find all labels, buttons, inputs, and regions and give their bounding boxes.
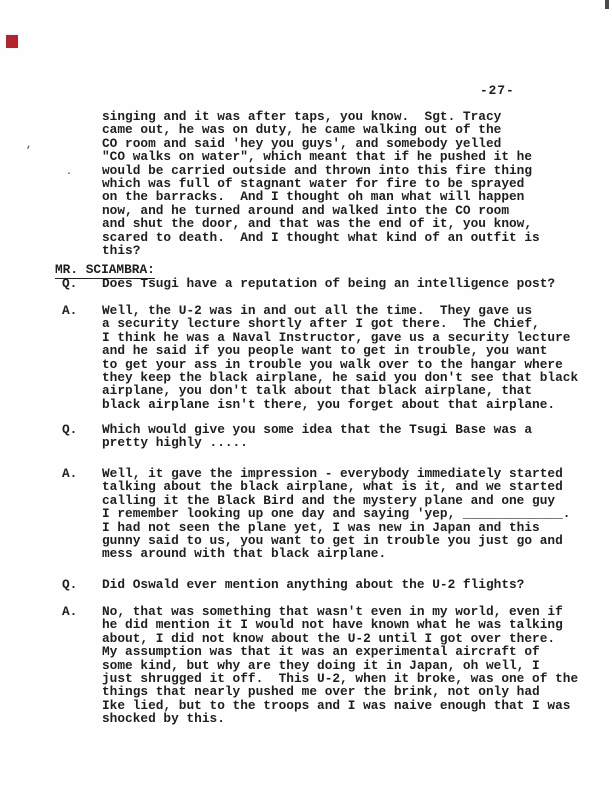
- transcript-line: Did Oswald ever mention anything about the U-2 flights?: [102, 577, 525, 592]
- transcript-line: now, and he turned around and walked into the CO room: [102, 202, 510, 218]
- answer-label: A.: [62, 303, 78, 318]
- transcript-line: Well, the U-2 was in and out all the time. They gave us: [102, 303, 533, 318]
- transcript-line: calling it the Black Bird and the mystery plane and one guy: [102, 492, 556, 508]
- scan-speck: .: [66, 167, 73, 178]
- transcript-line: this?: [102, 242, 141, 258]
- transcript-line: No, that was something that wasn't even in my world, even if: [102, 604, 563, 619]
- transcript-line: gunny said to us, you want to get in trouble you just go and: [102, 532, 563, 548]
- transcript-line: and shut the door, and that was the end of it, you know,: [102, 216, 533, 232]
- question-label: Q.: [62, 276, 78, 291]
- transcript-line: I think he was a Naval Instructor, gave us a security lecture: [102, 329, 571, 345]
- transcript-line: on the barracks. And I thought oh man what will happen: [102, 189, 525, 205]
- transcript-line: he did mention it I would not have known what he was talking: [102, 617, 563, 633]
- transcript-line: I remember looking up one day and saying 'yep, _____________.: [102, 506, 571, 522]
- question-text: [102, 578, 524, 591]
- transcript-line: to get your ass in trouble you walk over to the hangar where: [102, 356, 563, 372]
- scan-edge-speck: [605, 0, 609, 9]
- transcript-line: would be carried outside and thrown into this fire thing: [102, 162, 533, 178]
- transcript-line: just shrugged it off. This U-2, when it broke, was one of the: [102, 670, 579, 686]
- transcript-line: Well, it gave the impression - everybody immediately started: [102, 466, 563, 481]
- answer-text: [102, 304, 578, 411]
- question-label: Q.: [62, 577, 78, 592]
- transcript-line: and he said if you people want to get in trouble, you want: [102, 343, 548, 359]
- transcript-line: about, I did not know about the U-2 until I got over there.: [102, 630, 556, 646]
- red-corner-stamp: [6, 35, 18, 48]
- answer-label: A.: [62, 604, 78, 619]
- transcript-line: Does Tsugi have a reputation of being an intelligence post?: [102, 276, 556, 291]
- transcript-line: "CO walks on water", which meant that if he pushed it he: [102, 149, 533, 165]
- transcript-line: scared to death. And I thought what kind of an outfit is: [102, 229, 540, 245]
- transcript-line: black airplane isn't there, you forget about that airplane.: [102, 396, 556, 412]
- page-number: -27-: [480, 83, 515, 98]
- scan-speck: ,: [26, 140, 33, 151]
- transcript-line: My assumption was that it was an experimental aircraft of: [102, 644, 540, 660]
- transcript-line: talking about the black airplane, what is it, and we started: [102, 479, 563, 495]
- speaker-name: MR. SCIAMBRA:: [55, 262, 155, 277]
- transcript-line: Which would give you some idea that the Tsugi Base was a: [102, 422, 533, 437]
- transcript-line: Ike lied, but to the troops and I was naive enough that I was: [102, 697, 571, 713]
- question-text: [102, 423, 532, 450]
- answer-label: A.: [62, 466, 78, 481]
- answer-text: [102, 605, 578, 726]
- speaker-heading: [55, 262, 155, 277]
- question-label: Q.: [62, 422, 78, 437]
- transcript-line: came out, he was on duty, he came walking out of the: [102, 122, 502, 138]
- transcript-line: I had not seen the plane yet, I was new in Japan and this: [102, 519, 540, 535]
- question-text: [102, 277, 555, 290]
- transcript-line: some kind, but why are they doing it in Japan, oh well, I: [102, 657, 540, 673]
- transcript-line: airplane, you don't talk about that black airplane, that: [102, 383, 533, 399]
- transcript-line: which was full of stagnant water for fire to be sprayed: [102, 175, 525, 191]
- transcript-line: they keep the black airplane, he said you don't see that black: [102, 369, 579, 385]
- opening-answer-paragraph: [102, 110, 540, 257]
- transcript-line: shocked by this.: [102, 711, 225, 727]
- transcript-line: singing and it was after taps, you know. Sgt. Tracy: [102, 109, 502, 124]
- transcript-line: pretty highly .....: [102, 435, 248, 451]
- transcript-line: CO room and said 'hey you guys', and somebody yelled: [102, 135, 502, 151]
- transcript-line: things that nearly pushed me over the brink, not only had: [102, 684, 540, 700]
- answer-text: [102, 467, 570, 561]
- transcript-line: mess around with that black airplane.: [102, 546, 387, 562]
- transcript-line: a security lecture shortly after I got there. The Chief,: [102, 316, 540, 332]
